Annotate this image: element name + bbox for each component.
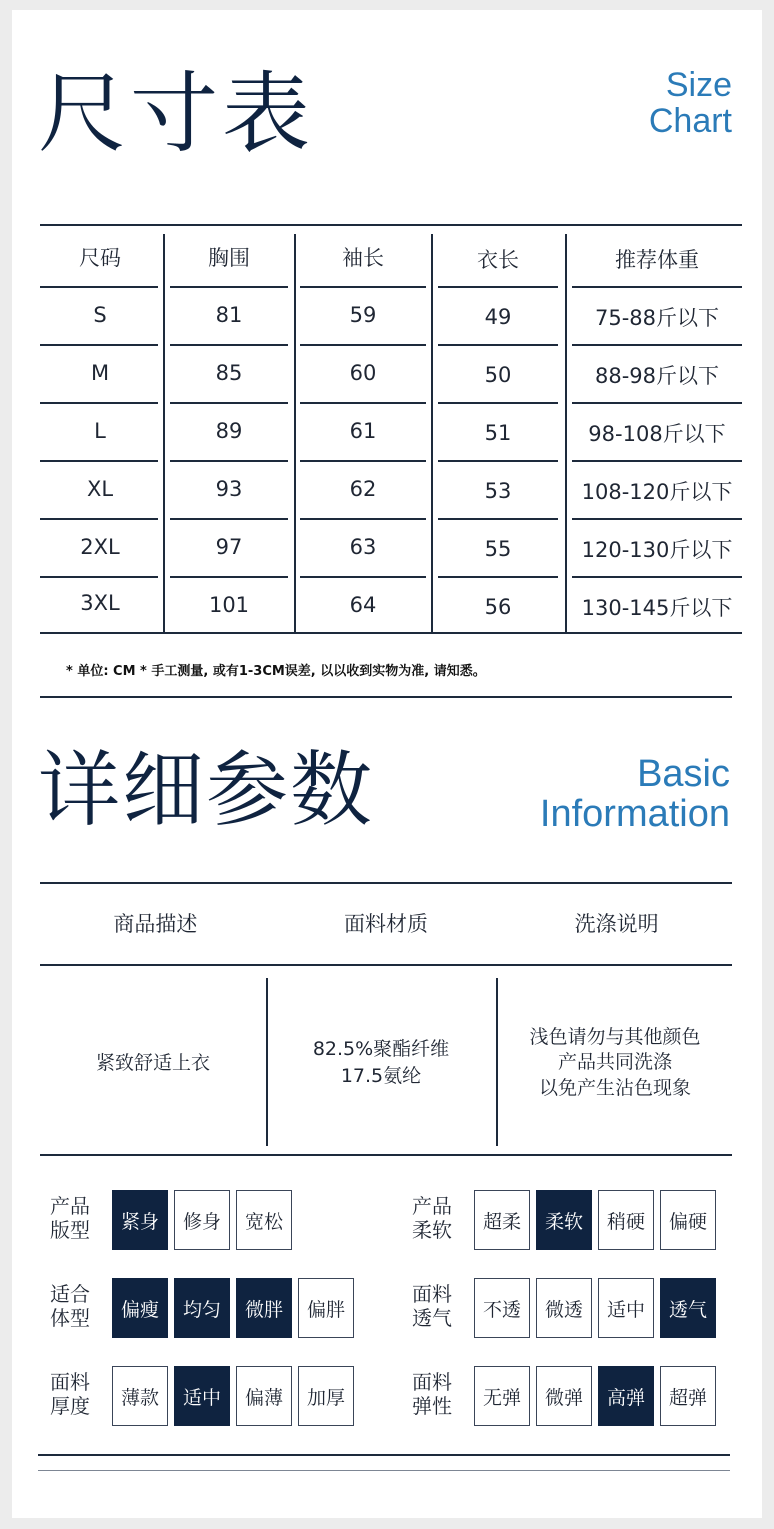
cell-length: 49 xyxy=(484,305,512,329)
softness-label: 产品 柔软 xyxy=(412,1194,452,1242)
row-line xyxy=(438,460,558,462)
cell-weight: 88-98斤以下 xyxy=(594,364,720,388)
cell-chest: 85 xyxy=(215,361,243,385)
cell-sleeve: 64 xyxy=(349,593,377,617)
row-line xyxy=(300,518,426,520)
cell-length: 51 xyxy=(484,421,512,445)
header-sleeve: 袖长 xyxy=(342,246,384,270)
cell-size: 3XL xyxy=(80,591,120,615)
softness-option-hard: 偏硬 xyxy=(660,1190,716,1250)
cell-length: 50 xyxy=(484,363,512,387)
cell-weight: 120-130斤以下 xyxy=(581,538,733,562)
row-line xyxy=(300,402,426,404)
elastic-option-super: 超弹 xyxy=(660,1366,716,1426)
breath-option-breathable: 透气 xyxy=(660,1278,716,1338)
row-line xyxy=(40,518,158,520)
row-line xyxy=(572,402,742,404)
row-line xyxy=(40,344,158,346)
table-top-rule xyxy=(40,224,742,226)
thickness-option-thin: 薄款 xyxy=(112,1366,168,1426)
row-line xyxy=(438,402,558,404)
column-divider xyxy=(163,234,165,632)
row-line xyxy=(40,402,158,404)
thickness-option-thinnish: 偏薄 xyxy=(236,1366,292,1426)
cell-length: 56 xyxy=(484,595,512,619)
header-chest: 胸围 xyxy=(208,246,250,270)
breath-option-none: 不透 xyxy=(474,1278,530,1338)
elastic-option-none: 无弹 xyxy=(474,1366,530,1426)
column-divider xyxy=(565,234,567,632)
material-cell xyxy=(268,978,494,1148)
column-divider xyxy=(294,234,296,632)
body-option-slim: 偏瘦 xyxy=(112,1278,168,1338)
washing-cell xyxy=(498,978,732,1148)
cell-size: 2XL xyxy=(80,535,120,559)
cell-size: L xyxy=(94,419,106,443)
body-option-even: 均匀 xyxy=(174,1278,230,1338)
row-line xyxy=(438,344,558,346)
cell-size: XL xyxy=(86,477,114,501)
washing-line: 以免产生沾色现象 xyxy=(538,1076,691,1099)
body-option-heavy: 偏胖 xyxy=(298,1278,354,1338)
cell-chest: 101 xyxy=(208,593,250,617)
description-cell xyxy=(40,978,266,1148)
basic-info-title: 详细参数 xyxy=(38,743,375,838)
size-chart-title: 尺寸表 xyxy=(38,62,315,165)
material-line: 17.5氨纶 xyxy=(340,1065,422,1087)
cell-sleeve: 60 xyxy=(349,361,377,385)
cell-weight: 130-145斤以下 xyxy=(581,596,733,620)
cell-length: 53 xyxy=(484,479,512,503)
fit-option-loose: 宽松 xyxy=(236,1190,292,1250)
description-text: 紧致舒适上衣 xyxy=(95,1051,210,1074)
elasticity-label: 面料 弹性 xyxy=(412,1370,452,1418)
size-table xyxy=(40,224,742,634)
softness-option-soft: 柔软 xyxy=(536,1190,592,1250)
breath-option-medium: 适中 xyxy=(598,1278,654,1338)
info-body-row xyxy=(40,978,732,1148)
info-bottom-rule xyxy=(40,1154,732,1156)
header-material: 面料材质 xyxy=(344,912,428,936)
row-line xyxy=(40,576,158,578)
washing-line: 产品共同洗涤 xyxy=(557,1051,672,1074)
row-line xyxy=(572,518,742,520)
row-line xyxy=(40,460,158,462)
fit-option-slim: 修身 xyxy=(174,1190,230,1250)
elastic-option-slight: 微弹 xyxy=(536,1366,592,1426)
elastic-option-high: 高弹 xyxy=(598,1366,654,1426)
cell-sleeve: 62 xyxy=(349,477,377,501)
header-size: 尺码 xyxy=(79,246,121,270)
header-description: 商品描述 xyxy=(113,912,198,936)
info-header-rule xyxy=(40,964,732,966)
row-line xyxy=(300,286,426,288)
washing-line: 浅色请勿与其他颜色 xyxy=(529,1025,701,1048)
row-line xyxy=(170,344,288,346)
cell-sleeve: 61 xyxy=(349,419,377,443)
header-length: 衣长 xyxy=(477,248,519,272)
cell-chest: 93 xyxy=(215,477,243,501)
cell-chest: 81 xyxy=(215,303,243,327)
size-chart-en-title: Size Chart xyxy=(648,66,732,140)
softness-option-ultra-soft: 超柔 xyxy=(474,1190,530,1250)
breath-option-slight: 微透 xyxy=(536,1278,592,1338)
cell-weight: 108-120斤以下 xyxy=(581,480,733,504)
thickness-option-medium: 适中 xyxy=(174,1366,230,1426)
row-line xyxy=(40,286,158,288)
softness-option-slightly-hard: 稍硬 xyxy=(598,1190,654,1250)
section-divider xyxy=(40,696,732,698)
row-line xyxy=(438,576,558,578)
breathability-label: 面料 透气 xyxy=(412,1282,452,1330)
row-line xyxy=(300,460,426,462)
fit-option-tight: 紧身 xyxy=(112,1190,168,1250)
size-info-card xyxy=(12,10,762,1518)
cell-sleeve: 59 xyxy=(349,303,377,327)
body-option-chubby: 微胖 xyxy=(236,1278,292,1338)
thickness-label: 面料 厚度 xyxy=(50,1370,90,1418)
row-line xyxy=(170,576,288,578)
cell-size: S xyxy=(93,303,107,327)
row-line xyxy=(170,518,288,520)
info-top-rule xyxy=(40,882,732,884)
header-washing: 洗涤说明 xyxy=(574,912,659,936)
row-line xyxy=(300,576,426,578)
row-line xyxy=(170,460,288,462)
cell-sleeve: 63 xyxy=(349,535,377,559)
cell-size: M xyxy=(90,361,110,385)
cell-weight: 98-108斤以下 xyxy=(588,422,726,446)
column-divider xyxy=(431,234,433,632)
row-line xyxy=(438,518,558,520)
basic-info-en-title: Basic Information xyxy=(539,753,730,835)
cell-weight: 75-88斤以下 xyxy=(594,306,720,330)
header-weight: 推荐体重 xyxy=(615,248,699,272)
material-line: 82.5%聚酯纤维 xyxy=(312,1038,450,1061)
row-line xyxy=(572,286,742,288)
cell-chest: 89 xyxy=(215,419,243,443)
footer-rule xyxy=(38,1454,730,1456)
row-line xyxy=(170,402,288,404)
fit-label: 产品 版型 xyxy=(50,1194,90,1242)
thickness-option-thick: 加厚 xyxy=(298,1366,354,1426)
body-type-label: 适合 体型 xyxy=(50,1282,90,1330)
row-line xyxy=(438,286,558,288)
measurement-note: * 单位: CM * 手工测量, 或有1-3CM误差, 以以收到实物为准, 请知悉。 xyxy=(66,664,486,679)
info-header-row xyxy=(40,886,732,960)
row-line xyxy=(170,286,288,288)
footer-rule-thin xyxy=(38,1470,730,1471)
row-line xyxy=(572,576,742,578)
row-line xyxy=(572,460,742,462)
row-line xyxy=(300,344,426,346)
row-line xyxy=(572,344,742,346)
cell-chest: 97 xyxy=(215,535,243,559)
cell-length: 55 xyxy=(484,537,512,561)
